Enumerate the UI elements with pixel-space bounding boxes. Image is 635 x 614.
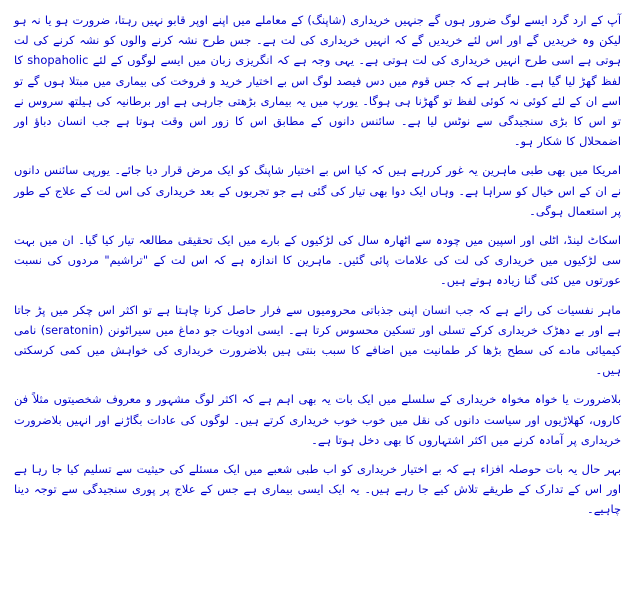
paragraph-1: آپ کے ارد گرد ایسے لوگ ضرور ہوں گے جنہیں خریداری (شاپنگ) کے معاملے میں اپنے اوپر قابو نہیں رہتا، ضرورت ہو یا نہ ہو لیکن وہ خریدیں گے اور اس لئے خریدیں گے کہ انہیں خریداری کی لت ہے۔ جس طرح نشہ کرنے والوں کو نشہ کرنے کی لت ہوتی ہے اسی طرح انہیں خریداری کی لت ہوتی ہے۔ یہی وجہ ہے کہ انگریزی زبان میں ایسے لوگوں کے لئے shopaholic کا لفظ گھڑ لیا گیا ہے۔ ظاہر ہے کہ جس قوم میں دس فیصد لوگ اس بے اختیار خرید و فروخت کی بیماری میں مبتلا ہوں گے تو اسے ان کے لئے کوئی نہ کوئی لفظ تو گھڑنا ہی ہوگا۔ یورپ میں یہ بیماری بڑھتی جارہی ہے اور برطانیہ کی ہیلتھ سروس نے تو اس کا بڑی سنجیدگی سے نوٹس لیا ہے۔ سائنس دانوں کے مطابق اس کا زور اس وقت ہوتا ہے جب انسان دباؤ اور اضمحلال کا شکار ہو۔ [14,13,621,149]
paragraph-2: امریکا میں بھی طبی ماہرین یہ غور کررہے ہیں کہ کیا اس بے اختیار شاپنگ کو ایک مرض قرار دیا جائے۔ یورپی سائنس دانوں نے ان کے اس خیال کو سراہا ہے۔ وہاں ایک دوا بھی تیار کی گئی ہے جو تجربوں کے بعد خریداری کی اس لت کے علاج کے طور پر استعمال ہوگی۔ [14,163,621,218]
paragraph-6: بہر حال یہ بات حوصلہ افزاء ہے کہ بے اختیار خریداری کو اب طبی شعبے میں ایک مسئلے کی حیثیت سے تسلیم کیا جا رہا ہے اور اس کے تدارک کے طریقے تلاش کیے جا رہے ہیں۔ یہ ایک ایسی بیماری ہے جس کے علاج پر پوری سنجیدگی سے توجہ دینا چاہیے۔ [14,462,621,517]
paragraph-5: بلاضرورت یا خواہ مخواہ خریداری کے سلسلے میں ایک بات یہ بھی اہم ہے کہ اکثر لوگ مشہور و معروف شخصیتوں مثلاً فن کاروں، کھلاڑیوں اور سیاست دانوں کی نقل میں خوب خوب خریداری کرتے ہیں۔ لوگوں کی عادات بگاڑنے اور انہیں بلاضرورت خریداری پر آمادہ کرنے میں اکثر اشتہاروں کا بھی دخل ہوتا ہے۔ [14,392,621,447]
paragraph-4: ماہر نفسیات کی رائے ہے کہ جب انسان اپنی جذباتی محرومیوں سے فرار حاصل کرنا چاہتا ہے تو اکثر اس چکر میں پڑ جاتا ہے اور بے دھڑک خریداری کرکے تسلی اور تسکین محسوس کرتا ہے۔ ایسی ادویات جو دماغ میں سیراٹونن (seratonin) نامی کیمیائی مادے کی سطح بڑھا کر طمانیت میں اضافے کا سبب بنتی ہیں بلاضرورت خریداری کی خواہش میں کمی کرسکتی ہیں۔ [14,302,621,378]
paragraph-3: اسکاٹ لینڈ، اٹلی اور اسپین میں چودہ سے اٹھارہ سال کی لڑکیوں کے بارے میں ایک تحقیقی مطالعہ تیار کیا گیا۔ ان میں بہت سی لڑکیوں میں خریداری کی لت کی علامات پائی گئیں۔ ماہرین کا اندازہ ہے کہ اس لت کے "تراشیم" مردوں کی نسبت عورتوں میں کئی گنا زیادہ ہوتے ہیں۔ [14,233,621,288]
